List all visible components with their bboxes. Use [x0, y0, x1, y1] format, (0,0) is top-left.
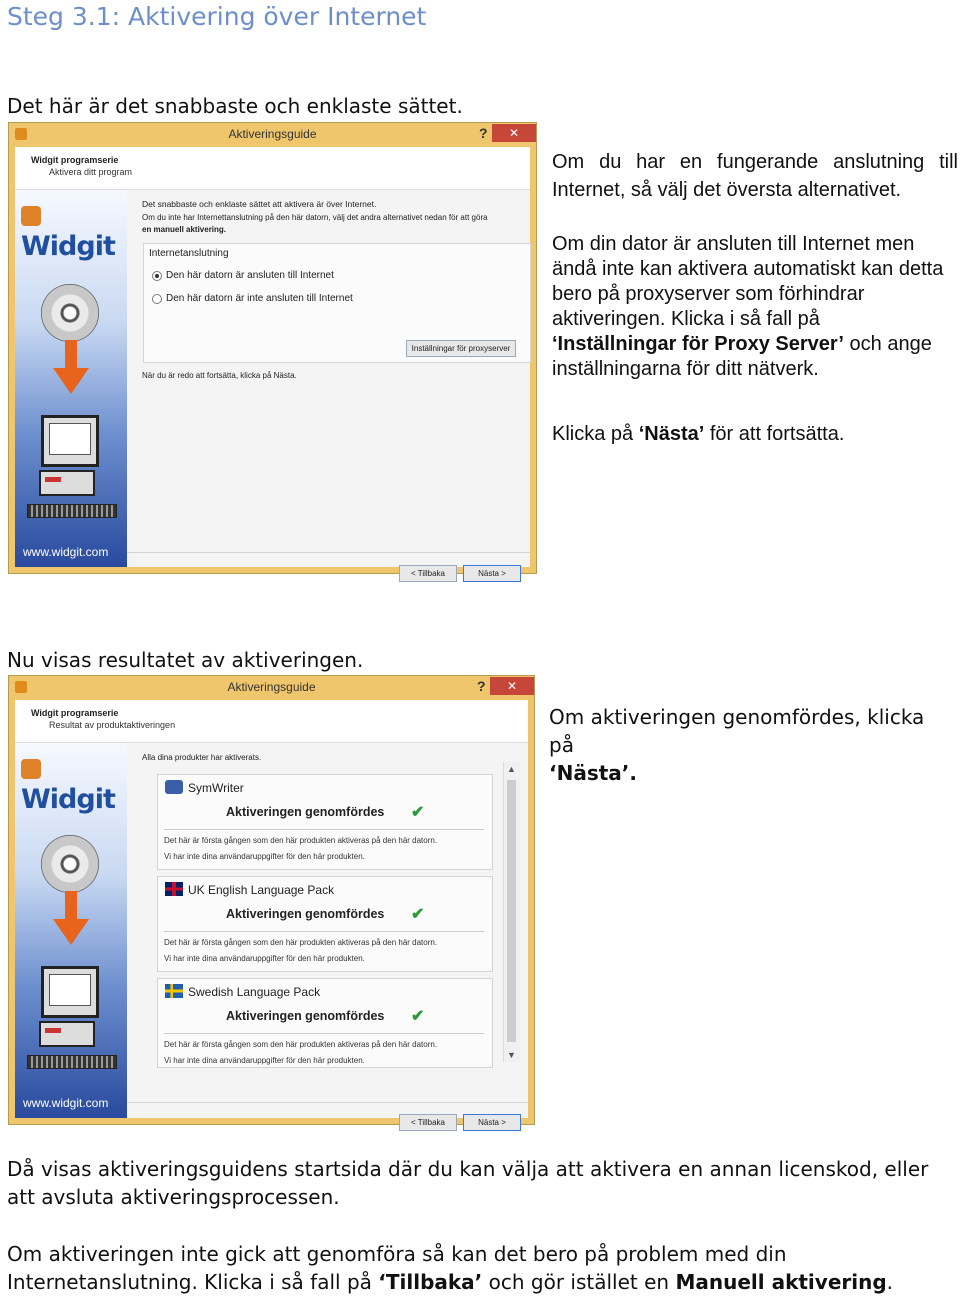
product-card-swedish	[157, 978, 493, 1068]
keyboard-icon	[27, 1055, 117, 1069]
side-paragraph-1: Om du har en fungerande anslutning till Internet, så välj det översta alternativet.	[552, 151, 958, 201]
dialog-title: Aktiveringsguide	[227, 680, 316, 694]
info-line-1: Det här är första gången som den här produkten aktiveras på den här datorn.	[164, 938, 438, 947]
keyboard-icon	[27, 504, 117, 518]
dialog-title: Aktiveringsguide	[228, 127, 317, 141]
dialog-client	[15, 147, 530, 578]
info-line-2: Vi har inte dina användaruppgifter för den här produkten.	[164, 954, 365, 963]
intro-line-1: Det snabbaste och enklaste sättet att aktivera är över Internet.	[142, 199, 377, 209]
back-button[interactable]: < Tillbaka	[399, 1114, 457, 1131]
intro-text: Det här är det snabbaste och enklaste sättet.	[7, 94, 463, 118]
side-p3-end: för att fortsätta.	[709, 423, 845, 445]
side-p3-start: Klicka på	[552, 423, 634, 445]
radio-connected-label[interactable]: Den här datorn är ansluten till Internet	[166, 270, 334, 281]
next-ref: ‘Nästa’	[638, 423, 705, 445]
results-scrollbar[interactable]	[503, 762, 520, 1062]
group-label: Internetanslutning	[149, 248, 229, 259]
info-line-1: Det här är första gången som den här produkten aktiveras på den här datorn.	[164, 836, 438, 845]
header-title: Widgit programserie	[31, 155, 119, 165]
check-icon: ✔	[411, 804, 425, 821]
logo-text: Widgit	[21, 231, 115, 262]
help-button[interactable]: ?	[479, 125, 488, 141]
info-line-1: Det här är första gången som den här produkten aktiveras på den här datorn.	[164, 1040, 438, 1049]
close-button[interactable]: ✕	[490, 677, 534, 695]
card-divider	[164, 829, 484, 830]
cd-icon	[41, 835, 99, 893]
card-divider	[164, 931, 484, 932]
scroll-thumb[interactable]	[507, 780, 516, 1042]
activation-dialog-2	[8, 675, 535, 1125]
computer-base-icon	[39, 470, 95, 496]
cd-icon	[41, 284, 99, 342]
title-bar	[9, 676, 534, 698]
connection-group	[143, 243, 531, 363]
wizard-header	[15, 700, 528, 743]
title-bar	[9, 123, 536, 145]
arrow-stem	[65, 891, 77, 921]
side-p2-text: Om din dator är ansluten till Internet men ändå inte kan aktivera automatiskt kan detta bero på proxyserver som förhindrar aktiveringen. Klicka i så fall på	[552, 233, 944, 330]
proxy-settings-button[interactable]: Inställningar för proxyserver	[406, 340, 516, 357]
widgit-url: www.widgit.com	[23, 1096, 109, 1110]
side-p2-end: och ange inställningarna för ditt nätverk.	[552, 333, 932, 380]
widgit-logo-icon	[21, 206, 41, 226]
radio-connected[interactable]	[152, 271, 162, 281]
logo-text: Widgit	[21, 784, 115, 815]
ready-text: När du är redo att fortsätta, klicka på Nästa.	[142, 371, 297, 380]
activation-status: Aktiveringen genomfördes	[226, 805, 385, 819]
outro2-mid: och gör istället en	[488, 1270, 670, 1294]
product-name: SymWriter	[188, 781, 244, 795]
arrow-stem	[65, 340, 77, 370]
product-card-symwriter	[157, 774, 493, 870]
wizard-sidebar	[15, 743, 127, 1118]
back-ref: ‘Tillbaka’	[378, 1270, 483, 1294]
header-subtitle: Aktivera ditt program	[49, 167, 133, 177]
wizard-header	[15, 147, 530, 190]
side-result-text: Om aktiveringen genomfördes, klicka på	[549, 705, 925, 757]
symwriter-icon	[165, 780, 183, 794]
result-intro: Nu visas resultatet av aktiveringen.	[7, 648, 364, 672]
widgit-url: www.widgit.com	[23, 545, 109, 559]
info-line-2: Vi har inte dina användaruppgifter för den här produkten.	[164, 852, 365, 861]
check-icon: ✔	[411, 906, 425, 923]
all-activated-text: Alla dina produkter har aktiverats.	[142, 753, 262, 762]
side-paragraph-3	[552, 420, 844, 448]
footer-divider	[127, 1102, 528, 1103]
intro-line-2: Om du inte har Internettanslutning på den här datorn, välj det andra alternativet nedan för att göra	[142, 213, 488, 222]
widgit-logo	[21, 753, 127, 815]
scroll-down-icon[interactable]: ▼	[507, 1050, 516, 1060]
card-divider	[164, 1033, 484, 1034]
info-line-2: Vi har inte dina användaruppgifter för den här produkten.	[164, 1056, 365, 1065]
outro-paragraph-2	[7, 1240, 952, 1296]
header-title: Widgit programserie	[31, 708, 119, 718]
outro2-end: .	[886, 1270, 894, 1294]
swedish-flag-icon	[165, 984, 183, 998]
side-paragraph-result	[549, 703, 949, 787]
widgit-logo-icon	[21, 759, 41, 779]
radio-not-connected-label[interactable]: Den här datorn är inte ansluten till Internet	[166, 293, 353, 304]
uk-flag-icon	[165, 882, 183, 896]
next-ref-2: ‘Nästa’.	[549, 761, 637, 785]
back-button[interactable]: < Tillbaka	[399, 565, 457, 582]
computer-base-icon	[39, 1021, 95, 1047]
page-heading: Steg 3.1: Aktivering över Internet	[7, 2, 427, 31]
product-name: Swedish Language Pack	[188, 985, 321, 999]
outro-paragraph-1: Då visas aktiveringsguidens startsida där du kan välja att aktivera en annan licenskod, eller att avsluta aktiveringsprocessen.	[7, 1157, 929, 1209]
activation-status: Aktiveringen genomfördes	[226, 907, 385, 921]
intro-line-3: en manuell aktivering.	[142, 225, 227, 234]
down-arrow-icon	[53, 919, 89, 945]
product-card-uk-english	[157, 876, 493, 972]
dialog-client	[15, 700, 528, 1127]
activation-dialog-1	[8, 122, 537, 578]
help-button[interactable]: ?	[477, 678, 486, 694]
footer-divider	[127, 552, 530, 553]
next-button[interactable]: Nästa >	[463, 565, 521, 582]
proxy-settings-ref: ‘Inställningar för Proxy Server’	[552, 333, 844, 355]
computer-monitor-icon	[41, 966, 99, 1018]
check-icon: ✔	[411, 1008, 425, 1025]
header-subtitle: Resultat av produktaktiveringen	[49, 720, 176, 730]
next-button[interactable]: Nästa >	[463, 1114, 521, 1131]
manual-activation-ref: Manuell aktivering	[675, 1270, 887, 1294]
down-arrow-icon	[53, 368, 89, 394]
radio-not-connected[interactable]	[152, 294, 162, 304]
widgit-logo	[21, 200, 127, 262]
computer-monitor-icon	[41, 415, 99, 467]
wizard-sidebar	[15, 190, 127, 567]
side-paragraph-2	[552, 232, 952, 382]
outro2-start: Om aktiveringen inte gick att genomföra så kan det bero på problem med din Internetanslutning. Klicka i så fall på	[7, 1242, 787, 1294]
scroll-up-icon[interactable]: ▲	[507, 764, 516, 774]
activation-status: Aktiveringen genomfördes	[226, 1009, 385, 1023]
product-name: UK English Language Pack	[188, 883, 335, 897]
close-button[interactable]: ✕	[492, 124, 536, 142]
